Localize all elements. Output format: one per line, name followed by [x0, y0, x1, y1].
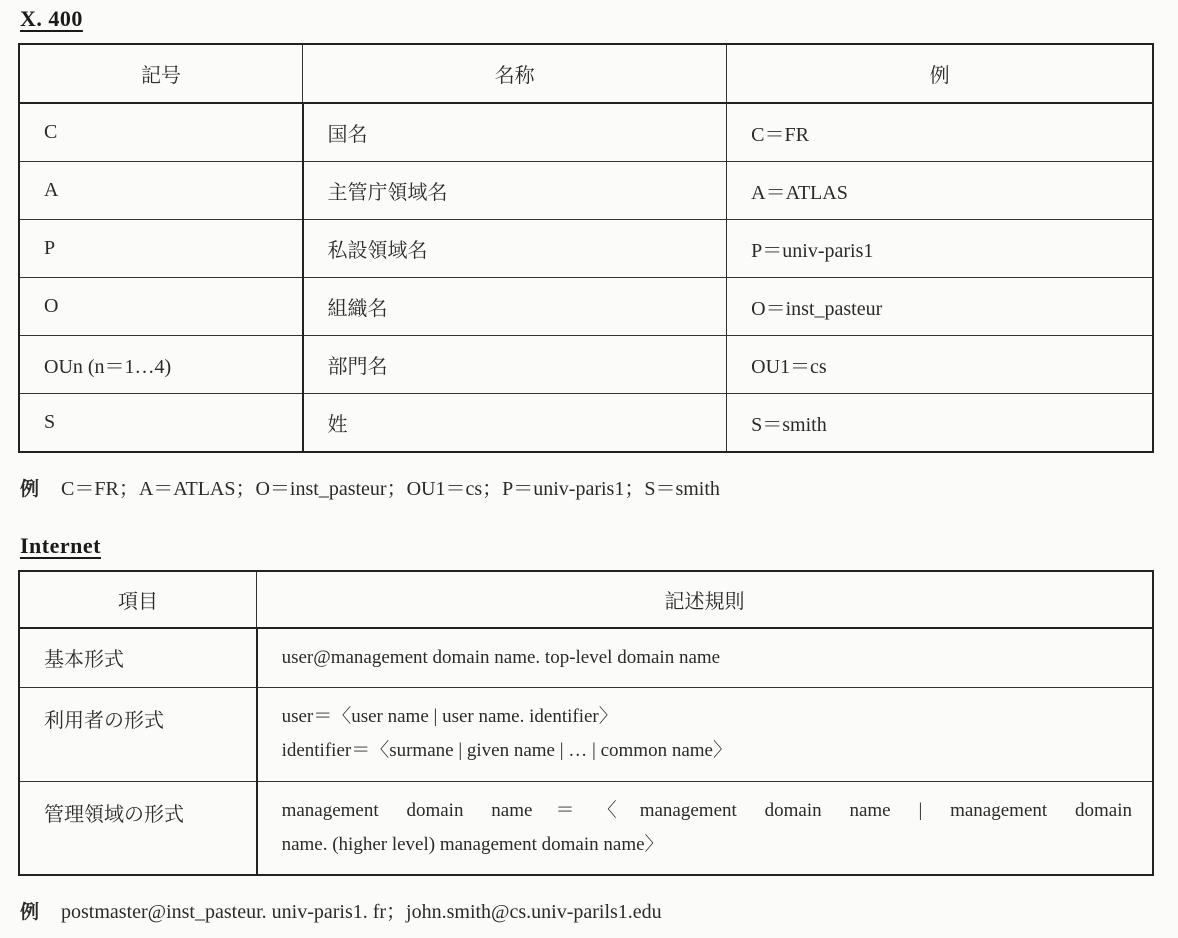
table-row [19, 687, 1153, 781]
internet-cell-rule [257, 687, 1153, 781]
table-row [19, 103, 1153, 162]
x400-cell-example: P＝univ-paris1 [727, 220, 1153, 278]
x400-cell-symbol: C [19, 103, 303, 162]
x400-cell-symbol: OUn (n＝1…4) [19, 336, 303, 394]
x400-cell-symbol: P [19, 220, 303, 278]
internet-table [18, 570, 1154, 876]
x400-table [18, 43, 1154, 453]
x400-header-example: 例 [727, 44, 1153, 103]
internet-title: Internet [20, 533, 101, 558]
internet-header-row [19, 571, 1153, 628]
x400-cell-name: 主管庁領域名 [303, 162, 727, 220]
x400-header-symbol: 記号 [19, 44, 303, 103]
x400-cell-name: 組織名 [303, 278, 727, 336]
internet-header-rule: 記述規則 [257, 571, 1153, 628]
x400-cell-example: S＝smith [727, 394, 1153, 453]
internet-rule-line: identifier＝〈surmane | given name | … | common name〉 [281, 740, 732, 761]
x400-cell-example: O＝inst_pasteur [727, 278, 1153, 336]
table-row [19, 781, 1153, 875]
table-row [19, 336, 1153, 394]
table-row [19, 628, 1153, 687]
x400-cell-name: 姓 [303, 394, 727, 453]
x400-title: X. 400 [20, 6, 83, 31]
table-row [19, 162, 1153, 220]
internet-rule-line: management domain name＝〈management domain name | management domain [281, 799, 1132, 821]
x400-example [20, 472, 720, 501]
internet-cell-item: 管理領域の形式 [19, 781, 257, 875]
internet-cell-rule [257, 781, 1153, 875]
x400-cell-name: 部門名 [303, 336, 727, 394]
internet-rule-line: user＝〈user name | user name. identifier〉 [281, 706, 618, 727]
x400-cell-example: OU1＝cs [727, 336, 1153, 394]
x400-cell-symbol: S [19, 394, 303, 453]
table-row [19, 394, 1153, 453]
internet-example-label: 例 [20, 901, 40, 923]
internet-header-item: 項目 [19, 571, 257, 628]
internet-cell-rule [257, 628, 1153, 687]
internet-cell-item: 利用者の形式 [19, 687, 257, 781]
x400-cell-symbol: O [19, 278, 303, 336]
x400-cell-name: 私設領域名 [303, 220, 727, 278]
internet-cell-item: 基本形式 [19, 628, 257, 687]
internet-example [20, 895, 662, 924]
internet-example-text: postmaster@inst_pasteur. univ-paris1. fr；john.smith@cs.univ-parils1.edu [61, 901, 662, 923]
x400-cell-example: C＝FR [727, 103, 1153, 162]
table-row [19, 220, 1153, 278]
table-row [19, 278, 1153, 336]
x400-cell-name: 国名 [303, 103, 727, 162]
internet-rule-line: name. (higher level) management domain name〉 [281, 833, 664, 855]
x400-cell-symbol: A [19, 162, 303, 220]
internet-rule-line: user@management domain name. top-level domain name [281, 646, 721, 668]
x400-header-name: 名称 [303, 44, 727, 103]
x400-example-label: 例 [20, 478, 40, 500]
x400-example-text: C＝FR；A＝ATLAS；O＝inst_pasteur；OU1＝cs；P＝univ-paris1；S＝smith [61, 478, 720, 500]
x400-header-row [19, 44, 1153, 103]
x400-cell-example: A＝ATLAS [727, 162, 1153, 220]
